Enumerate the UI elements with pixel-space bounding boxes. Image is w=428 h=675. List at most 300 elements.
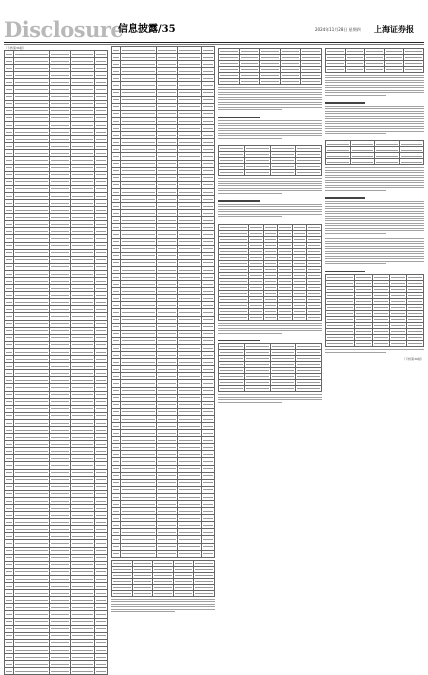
text-line: [218, 183, 322, 184]
table-row: [112, 366, 215, 373]
table-row: [5, 306, 108, 313]
table-row: [5, 121, 108, 128]
text-line: [325, 170, 424, 171]
table-row: [5, 540, 108, 547]
text-line: [325, 352, 386, 353]
inline-table: [325, 48, 424, 73]
table-row: [112, 210, 215, 217]
text-line: [325, 218, 424, 219]
text-line: [325, 213, 424, 214]
table-row: [112, 217, 215, 224]
table-row: [5, 547, 108, 554]
text-line: [325, 92, 424, 93]
table-row: [5, 334, 108, 341]
text-line: [218, 193, 282, 194]
block-heading: [218, 200, 260, 201]
text-line: [111, 604, 215, 605]
text-line: [218, 125, 322, 126]
text-line: [218, 399, 322, 400]
table-row: [219, 79, 322, 85]
table-row: [326, 67, 424, 73]
table-row: [112, 590, 215, 596]
text-line: [218, 328, 322, 329]
continued-label: （下转第36版）: [4, 46, 26, 50]
table-row: [5, 412, 108, 419]
text-line: [325, 180, 424, 181]
table-row: [112, 543, 215, 550]
table-row: [112, 224, 215, 231]
table-row: [5, 590, 108, 597]
table-row: [5, 278, 108, 285]
text-line: [325, 190, 386, 191]
text-line: [218, 92, 322, 93]
table-row: [112, 479, 215, 486]
table-row: [112, 359, 215, 366]
table-row: [5, 469, 108, 476]
table-row: [112, 437, 215, 444]
table-row: [112, 373, 215, 380]
inline-table: [325, 140, 424, 165]
table-row: [5, 497, 108, 504]
table-row: [5, 533, 108, 540]
table-row: [5, 327, 108, 334]
table-row: [112, 174, 215, 181]
text-line: [325, 77, 424, 78]
table-row: [5, 65, 108, 72]
table-row: [5, 668, 108, 675]
table-row: [219, 386, 322, 392]
table-row: [326, 159, 424, 165]
text-line: [325, 206, 424, 207]
table-row: [5, 136, 108, 143]
table-row: [5, 377, 108, 384]
table-row: [5, 320, 108, 327]
block-heading: [325, 102, 365, 103]
table-row: [112, 316, 215, 323]
table-row: [5, 299, 108, 306]
table-row: [112, 515, 215, 522]
table-row: [5, 207, 108, 214]
inline-table: [325, 274, 424, 347]
text-line: [218, 130, 322, 131]
text-line: [325, 126, 424, 127]
col4-text: [325, 48, 424, 357]
table-row: [5, 235, 108, 242]
table-row: [112, 125, 215, 132]
column-4: [325, 46, 424, 361]
text-line: [218, 185, 322, 186]
table-row: [5, 391, 108, 398]
table-row: [112, 82, 215, 89]
col1-table: [4, 50, 108, 675]
table-row: [5, 405, 108, 412]
text-line: [218, 181, 322, 182]
table-row: [5, 512, 108, 519]
column-1: [4, 46, 108, 675]
text-line: [218, 216, 282, 217]
table-row: [5, 86, 108, 93]
text-line: [325, 108, 424, 109]
table-row: [5, 554, 108, 561]
text-line: [325, 230, 424, 231]
section-brand: Disclosure: [4, 17, 124, 42]
text-line: [325, 133, 386, 134]
column-2: [111, 46, 215, 617]
table-row: [5, 171, 108, 178]
text-line: [325, 251, 424, 252]
text-line: [325, 175, 424, 176]
text-line: [218, 204, 322, 205]
text-line: [325, 203, 424, 204]
table-row: [112, 245, 215, 252]
text-line: [325, 82, 424, 83]
header-rule: [4, 42, 424, 43]
text-line: [325, 349, 424, 350]
table-row: [5, 150, 108, 157]
table-row: [112, 252, 215, 259]
table-row: [5, 107, 108, 114]
table-row: [112, 203, 215, 210]
table-row: [5, 143, 108, 150]
text-line: [325, 241, 424, 242]
table-row: [112, 47, 215, 54]
table-row: [112, 444, 215, 451]
block-heading: [325, 197, 365, 198]
table-row: [5, 270, 108, 277]
table-row: [5, 51, 108, 58]
text-line: [325, 223, 424, 224]
text-line: [325, 113, 424, 114]
text-line: [218, 135, 322, 136]
text-line: [325, 238, 424, 239]
table-row: [112, 508, 215, 515]
table-row: [112, 281, 215, 288]
text-line: [325, 85, 424, 86]
text-line: [218, 214, 322, 215]
text-line: [218, 397, 322, 398]
table-row: [112, 344, 215, 351]
table-row: [112, 309, 215, 316]
table-row: [112, 302, 215, 309]
table-row: [5, 58, 108, 65]
text-line: [325, 225, 424, 226]
table-row: [112, 75, 215, 82]
table-row: [219, 314, 322, 320]
table-row: [112, 458, 215, 465]
table-row: [112, 472, 215, 479]
table-row: [5, 214, 108, 221]
text-line: [325, 80, 424, 81]
table-row: [5, 164, 108, 171]
text-line: [111, 609, 215, 610]
text-line: [325, 185, 424, 186]
table-row: [5, 178, 108, 185]
table-row: [5, 93, 108, 100]
table-row: [5, 256, 108, 263]
table-row: [112, 139, 215, 146]
text-line: [218, 330, 322, 331]
table-row: [5, 625, 108, 632]
table-row: [112, 181, 215, 188]
text-line: [218, 120, 322, 121]
table-row: [112, 103, 215, 110]
table-row: [5, 129, 108, 136]
table-row: [5, 632, 108, 639]
table-row: [112, 160, 215, 167]
text-line: [325, 187, 424, 188]
table-row: [112, 401, 215, 408]
text-line: [218, 99, 322, 100]
table-row: [112, 422, 215, 429]
text-line: [218, 325, 322, 326]
table-row: [5, 441, 108, 448]
table-row: [5, 199, 108, 206]
text-line: [218, 206, 322, 207]
text-line: [325, 111, 424, 112]
table-row: [112, 153, 215, 160]
table-row: [5, 604, 108, 611]
text-line: [325, 258, 424, 259]
text-line: [218, 188, 322, 189]
text-line: [325, 95, 386, 96]
table-row: [5, 221, 108, 228]
text-line: [218, 323, 322, 324]
table-row: [5, 611, 108, 618]
text-line: [325, 243, 424, 244]
text-line: [111, 599, 215, 600]
table-row: [112, 415, 215, 422]
text-line: [325, 256, 424, 257]
table-row: [5, 526, 108, 533]
table-row: [5, 356, 108, 363]
table-row: [112, 195, 215, 202]
text-line: [325, 172, 424, 173]
table-row: [5, 426, 108, 433]
table-row: [5, 192, 108, 199]
table-row: [326, 341, 424, 347]
table-row: [5, 490, 108, 497]
text-line: [218, 333, 282, 334]
text-line: [325, 182, 424, 183]
table-row: [5, 639, 108, 646]
table-row: [112, 337, 215, 344]
text-line: [218, 102, 322, 103]
text-line: [325, 233, 386, 234]
text-line: [218, 89, 322, 90]
table-row: [112, 132, 215, 139]
text-line: [325, 87, 424, 88]
text-line: [218, 128, 322, 129]
table-row: [112, 288, 215, 295]
text-line: [325, 261, 424, 262]
text-line: [325, 253, 424, 254]
table-row: [5, 419, 108, 426]
table-row: [112, 430, 215, 437]
text-line: [325, 131, 424, 132]
column-3: [218, 46, 322, 407]
text-line: [325, 216, 424, 217]
block-heading: [218, 117, 260, 118]
text-line: [111, 611, 175, 612]
table-row: [112, 451, 215, 458]
text-line: [325, 116, 424, 117]
table-row: [112, 330, 215, 337]
table-row: [112, 408, 215, 415]
table-row: [112, 259, 215, 266]
text-line: [325, 246, 424, 247]
text-line: [325, 220, 424, 221]
text-line: [218, 138, 282, 139]
text-line: [111, 606, 215, 607]
table-row: [112, 238, 215, 245]
table-row: [5, 114, 108, 121]
table-row: [5, 561, 108, 568]
block-heading: [325, 271, 365, 272]
table-row: [112, 387, 215, 394]
text-line: [325, 248, 424, 249]
table-row: [5, 100, 108, 107]
inline-table: [218, 48, 322, 85]
text-line: [325, 90, 424, 91]
text-line: [218, 178, 322, 179]
table-row: [5, 505, 108, 512]
text-line: [218, 97, 322, 98]
text-line: [218, 394, 322, 395]
text-line: [218, 104, 322, 105]
issue-date: 2024年11月28日 星期四: [315, 27, 361, 32]
table-row: [112, 68, 215, 75]
table-row: [5, 646, 108, 653]
table-row: [5, 263, 108, 270]
table-row: [112, 529, 215, 536]
text-line: [218, 133, 322, 134]
col3-text: [218, 48, 322, 407]
block-heading: [218, 340, 260, 341]
text-line: [218, 107, 322, 108]
table-row: [112, 61, 215, 68]
table-row: [112, 117, 215, 124]
text-line: [325, 201, 424, 202]
table-row: [5, 462, 108, 469]
table-row: [112, 536, 215, 543]
table-row: [5, 249, 108, 256]
text-line: [325, 228, 424, 229]
text-line: [325, 211, 424, 212]
table-row: [112, 501, 215, 508]
table-row: [112, 188, 215, 195]
table-row: [112, 167, 215, 174]
masthead: [0, 0, 428, 42]
table-row: [5, 568, 108, 575]
table-row: [5, 228, 108, 235]
table-row: [5, 72, 108, 79]
table-row: [112, 295, 215, 302]
text-line: [218, 87, 322, 88]
table-row: [5, 476, 108, 483]
section-title: 信息披露/35: [118, 24, 176, 35]
text-line: [325, 121, 424, 122]
table-row: [5, 384, 108, 391]
table-row: [5, 583, 108, 590]
table-row: [112, 146, 215, 153]
table-row: [112, 465, 215, 472]
table-row: [5, 434, 108, 441]
table-row: [112, 110, 215, 117]
table-row: [112, 493, 215, 500]
text-line: [218, 109, 282, 110]
table-row: [5, 348, 108, 355]
table-row: [5, 618, 108, 625]
header-rule-thin: [4, 44, 424, 45]
text-line: [218, 211, 322, 212]
table-row: [5, 519, 108, 526]
text-line: [325, 177, 424, 178]
table-row: [112, 96, 215, 103]
inline-table: [218, 343, 322, 392]
text-line: [325, 123, 424, 124]
continued-end-label: （下转第36版）: [402, 356, 424, 361]
table-row: [112, 231, 215, 238]
table-row: [112, 274, 215, 281]
table-row: [112, 323, 215, 330]
table-row: [5, 398, 108, 405]
table-row: [5, 341, 108, 348]
table-row: [112, 54, 215, 61]
table-row: [5, 597, 108, 604]
table-row: [5, 661, 108, 668]
text-line: [218, 190, 322, 191]
table-row: [112, 394, 215, 401]
text-line: [325, 208, 424, 209]
col2-table: [111, 46, 215, 558]
table-row: [112, 522, 215, 529]
text-line: [218, 94, 322, 95]
table-row: [5, 185, 108, 192]
text-line: [111, 601, 215, 602]
table-row: [5, 242, 108, 249]
table-row: [112, 352, 215, 359]
inline-table: [218, 145, 322, 176]
table-row: [112, 89, 215, 96]
text-line: [325, 128, 424, 129]
table-row: [5, 313, 108, 320]
table-row: [5, 455, 108, 462]
text-line: [325, 118, 424, 119]
newspaper-name: 上海证券报: [374, 24, 414, 34]
text-line: [218, 402, 282, 403]
text-line: [218, 123, 322, 124]
text-line: [218, 209, 322, 210]
table-row: [5, 157, 108, 164]
text-line: [325, 106, 424, 107]
table-row: [5, 370, 108, 377]
table-row: [112, 550, 215, 557]
inline-table: [218, 224, 322, 321]
table-row: [5, 285, 108, 292]
col2-text: [111, 560, 215, 617]
table-row: [5, 79, 108, 86]
table-row: [5, 483, 108, 490]
table-row: [5, 575, 108, 582]
table-row: [219, 170, 322, 176]
table-row: [112, 486, 215, 493]
table-row: [5, 363, 108, 370]
text-line: [325, 263, 386, 264]
table-row: [5, 653, 108, 660]
inline-table: [111, 560, 215, 597]
text-line: [325, 75, 424, 76]
table-row: [112, 266, 215, 273]
